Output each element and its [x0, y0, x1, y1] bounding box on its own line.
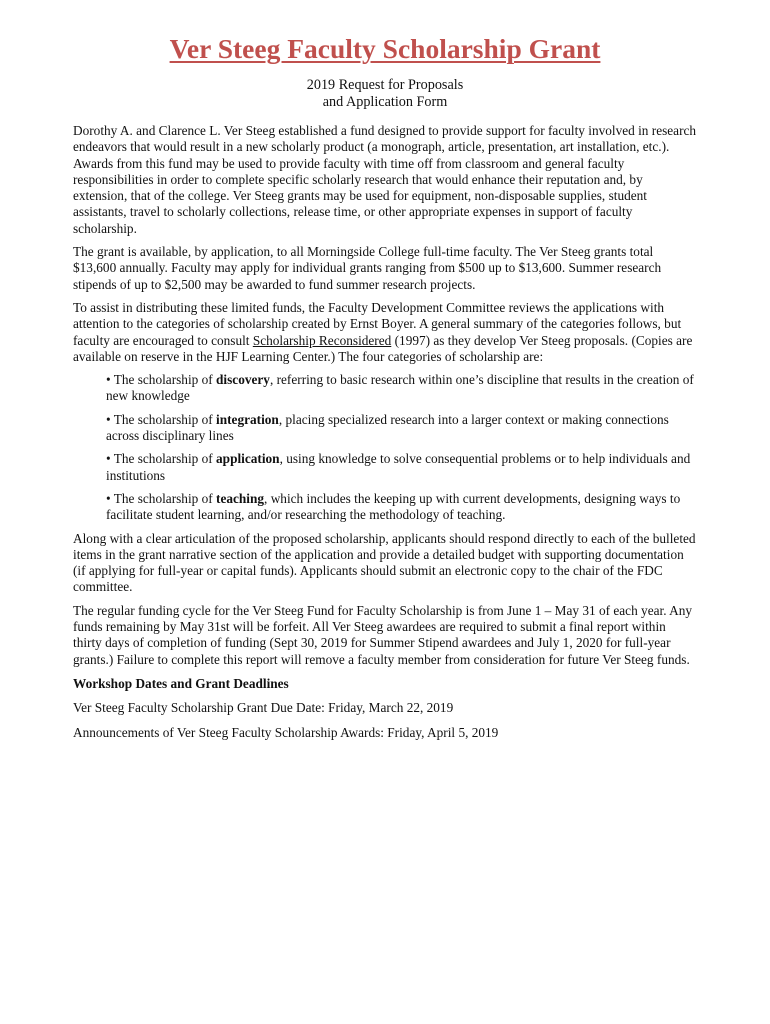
bullet-prefix: • The scholarship of: [106, 490, 217, 506]
announcements-line: Announcements of Ver Steeg Faculty Scholarship Awards: Friday, April 5, 2019: [73, 724, 499, 740]
bullet-text: , which includes the keeping up with current developments, designing ways to facilitate student learning, and/or researching the methodology of teaching.: [106, 490, 681, 523]
list-item: [106, 372, 697, 405]
boyer-paragraph: [73, 300, 697, 365]
bullet-term: integration: [216, 411, 279, 427]
availability-paragraph: The grant is available, by application, to all Morningside College full-time faculty. The Ver Steeg grants total $13,600 annually. Faculty may apply for individual grants ranging from $500 up to $13,600. Summer research stipends of up to $2,500 may be awarded to fund summer research projects.: [73, 244, 662, 292]
boyer-text-before: To assist in distributing these limited funds, the Faculty Development Committee reviews the applications with attention to the categories of scholarship created by Ernst Boyer. A general summary of the categories follows, but faculty are encouraged to consult: [73, 299, 682, 348]
articulation-paragraph: Along with a clear articulation of the proposed scholarship, applicants should respond directly to each of the bulleted items in the grant narrative section of the application and provide a detailed budget with supporting documentation (if applying for full-year or capital funds). Applicants should submit an electronic copy to the chair of the FDC committee.: [73, 530, 696, 595]
bullet-prefix: • The scholarship of: [106, 451, 217, 467]
scholarship-categories-list: [106, 372, 697, 523]
list-item: [106, 491, 697, 524]
bullet-text: , referring to basic research within one’s discipline that results in the creation of new knowledge: [106, 372, 694, 404]
deadlines-heading: Workshop Dates and Grant Deadlines: [73, 675, 289, 691]
bullet-term: application: [216, 451, 280, 467]
funding-cycle-paragraph: The regular funding cycle for the Ver Steeg Fund for Faculty Scholarship is from June 1 – May 31 of each year. Any funds remaining by May 31st will be forfeit. All Ver Steeg awardees are required to submit a final report within thirty days of completion of funding (Sept 30, 2019 for Summer Stipend awardees and July 1, 2020 for full-year grants.) Failure to complete this report will remove a faculty member from consideration for future Ver Steeg funds.: [73, 602, 693, 667]
document-page: [73, 30, 697, 741]
bullet-term: discovery: [216, 372, 270, 388]
document-subtitle: [73, 77, 697, 111]
intro-paragraph: Dorothy A. and Clarence L. Ver Steeg established a fund designed to provide support for faculty involved in research endeavors that would result in a new scholarly product (a monograph, article, presentation, art installation, etc.). Awards from this fund may be used to provide faculty with time off from classroom and general faculty responsibilities in order to complete specific scholarly research that would enhance their reputation and, by extension, that of the college. Ver Steeg grants may be used for equipment, non-disposable supplies, student assistants, travel to scholarly collections, release time, or other appropriate expenses in support of faculty scholarship.: [73, 123, 697, 236]
bullet-text: , placing specialized research into a larger context or making connections across disciplinary lines: [106, 411, 669, 444]
bullet-text: , using knowledge to solve consequential problems or to help individuals and institutions: [106, 451, 691, 483]
due-date-line: Ver Steeg Faculty Scholarship Grant Due Date: Friday, March 22, 2019: [73, 700, 454, 716]
book-title: Scholarship Reconsidered: [252, 332, 392, 348]
document-title: Ver Steeg Faculty Scholarship Grant: [169, 33, 601, 64]
boyer-text-after: (1997) as they develop Ver Steeg proposals. (Copies are available on reserve in the HJF Learning Center.) The four categories of scholarship are:: [73, 332, 693, 364]
bullet-term: teaching: [216, 490, 265, 506]
list-item: [106, 451, 697, 484]
subtitle-line-2: and Application Form: [322, 94, 448, 110]
bullet-prefix: • The scholarship of: [106, 372, 217, 388]
bullet-prefix: • The scholarship of: [106, 411, 217, 427]
list-item: [106, 412, 697, 445]
subtitle-line-1: 2019 Request for Proposals: [306, 77, 464, 93]
